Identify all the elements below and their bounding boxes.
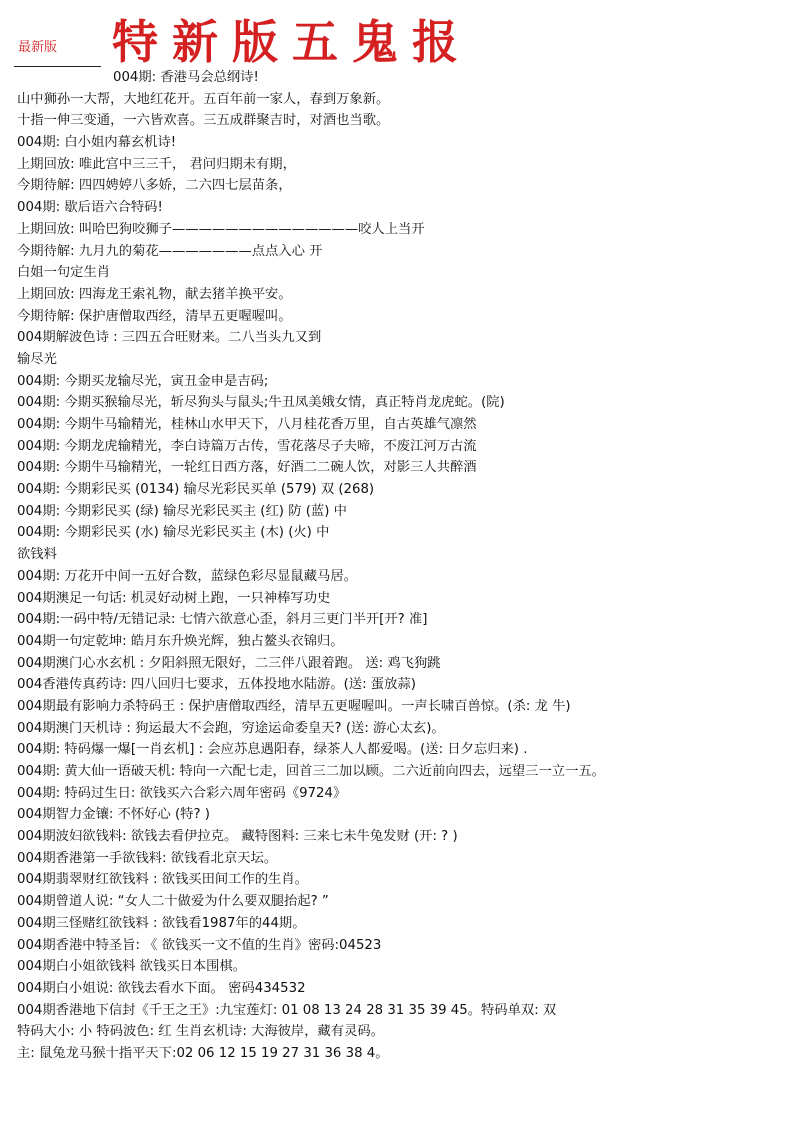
text-line: 004期: 万花开中间一五好合数，蓝绿色彩尽显鼠藏马居。	[17, 568, 357, 584]
text-line: 004期解波色诗 : 三四五合旺财来。二八当头九又到	[17, 330, 322, 346]
text-line: 白姐一句定生肖	[17, 265, 111, 281]
text-line: 004期:一码中特/无错记录: 七情六欲意心歪，斜月三更门半开[开? 准]	[17, 612, 428, 628]
text-line: 上期回放: 四海龙王索礼物，献去猪羊换平安。	[17, 286, 292, 302]
text-line: 004期曾道人说: “女人二十做爱为什么要双腿抬起? ”	[17, 894, 329, 910]
text-line: 004期: 特码爆一爆[一肖玄机] : 会应苏息遇阳春，绿茶人人都爱喝。(送: 日夕忘归来) .	[17, 742, 528, 758]
text-line: 004期澳门天机诗 : 狗运最大不会跑，穷途运命委皇天? (送: 游心太玄)。	[17, 720, 445, 736]
text-line: 今期待解: 保护唐僧取西经，清早五更喔喔叫。	[17, 308, 292, 324]
text-line: 山中狮孙一大帮，大地红花开。五百年前一家人，春到万象新。	[17, 91, 390, 107]
text-line: 特码大小: 小 特码波色: 红 生肖玄机诗: 大海彼岸，藏有灵码。	[17, 1024, 384, 1040]
latest-version-label: 最新版	[18, 40, 58, 55]
text-line: 004期: 今期牛马输精光，桂林山水甲天下，八月桂花香万里，自古英雄气凛然	[17, 417, 477, 432]
text-line: 004期: 今期彩民买 (水) 输尽光彩民买主 (木) (火) 中	[17, 525, 330, 541]
text-line: 004期香港中特圣旨: 《 欲钱买一文不值的生肖》密码:04523	[17, 937, 382, 953]
text-line: 004期智力金镶: 不怀好心 (特? )	[17, 807, 210, 823]
text-line: 004期一句定乾坤: 皓月东升焕光辉，独占鳌头衣锦归。	[17, 633, 344, 649]
text-body	[17, 67, 789, 1065]
text-line: 004期: 今期买猴输尽光，斩尽狗头与鼠头;牛丑凤美娥女情，真正特肖龙虎蛇。(院)	[17, 395, 505, 411]
text-line: 主: 鼠兔龙马猴十指平天下:02 06 12 15 19 27 31 36 38 4。	[17, 1045, 389, 1061]
text-line: 上期回放: 叫哈巴狗咬狮子——————————————咬人上当开	[17, 221, 425, 237]
text-line: 004香港传真药诗: 四八回归七要求，五体投地水陆游。(送: 蛋放蒜)	[17, 677, 416, 693]
text-line: 004期: 今期彩民买 (0134) 输尽光彩民买单 (579) 双 (268)	[17, 482, 375, 498]
text-line: 004期: 今期买龙输尽光，寅丑金申是吉码;	[17, 373, 269, 389]
text-line: 004期: 今期龙虎输精光，李白诗篇万古传，雪花落尽子夫啼，不废江河万古流	[17, 438, 477, 454]
text-line: 004期: 今期彩民买 (绿) 输尽光彩民买主 (红) 防 (蓝) 中	[17, 503, 347, 519]
page-title: 特新版五鬼报	[112, 15, 472, 69]
text-line: 输尽光	[17, 351, 57, 367]
text-line: 004期香港地下信封《千王之王》:九宝莲灯: 01 08 13 24 28 31 35 39 45。特码单双: 双	[17, 1002, 557, 1018]
text-line: 004期: 香港马会总纲诗!	[113, 70, 259, 85]
text-line: 004期澳门心水玄机 : 夕阳斜照无限好，二三伴八跟着跑。 送: 鸡飞狗跳	[17, 655, 441, 671]
text-line: 上期回放: 唯此宫中三三千， 君问归期未有期，	[17, 156, 296, 172]
text-line: 004期: 今期牛马输精光，一轮红日西方落，好酒二二碗人饮，对影三人共醉酒	[17, 460, 477, 476]
text-line: 004期翡翠财红欲钱料 : 欲钱买田间工作的生肖。	[17, 872, 308, 888]
text-line: 004期香港第一手欲钱料: 欲钱看北京天坛。	[17, 850, 278, 866]
text-line: 004期三怪赌红欲钱料 : 欲钱看1987年的44期。	[17, 915, 306, 931]
text-line: 今期待解: 九月九的菊花———————点点入心 开	[17, 243, 323, 259]
text-line: 004期: 白小姐内幕玄机诗!	[17, 135, 177, 151]
text-line: 十指一伸三变通，一六皆欢喜。三五成群聚吉时，对酒也当歌。	[17, 113, 390, 129]
text-line: 欲钱料	[17, 547, 57, 563]
text-line: 004期: 黄大仙一语破天机: 特向一六配七走，回首三二加以顾。二六近前向四去，远望三一立一五。	[17, 764, 605, 779]
text-line: 004期波妇欲钱料: 欲钱去看伊拉克。 藏特图料: 三来七未牛兔发财 (开: ? )	[17, 829, 458, 845]
text-line: 004期最有影响力杀特码王 : 保护唐僧取西经，清早五更喔喔叫。一声长啸百兽惊。(杀: 龙 牛)	[17, 698, 571, 714]
text-line: 004期澳足一句话: 机灵好动树上跑，一只神棒写功史	[17, 590, 331, 606]
text-line: 今期待解: 四四娉婷八多娇，二六四七层苗条，	[17, 178, 292, 194]
text-line: 004期白小姐欲钱料 欲钱买日本围棋。	[17, 959, 247, 975]
text-line: 004期白小姐说: 欲钱去看水下面。 密码434532	[17, 980, 306, 996]
text-line: 004期: 特码过生日: 欲钱买六合彩六周年密码《9724》	[17, 785, 347, 801]
text-line: 004期: 歇后语六合特码!	[17, 200, 163, 216]
